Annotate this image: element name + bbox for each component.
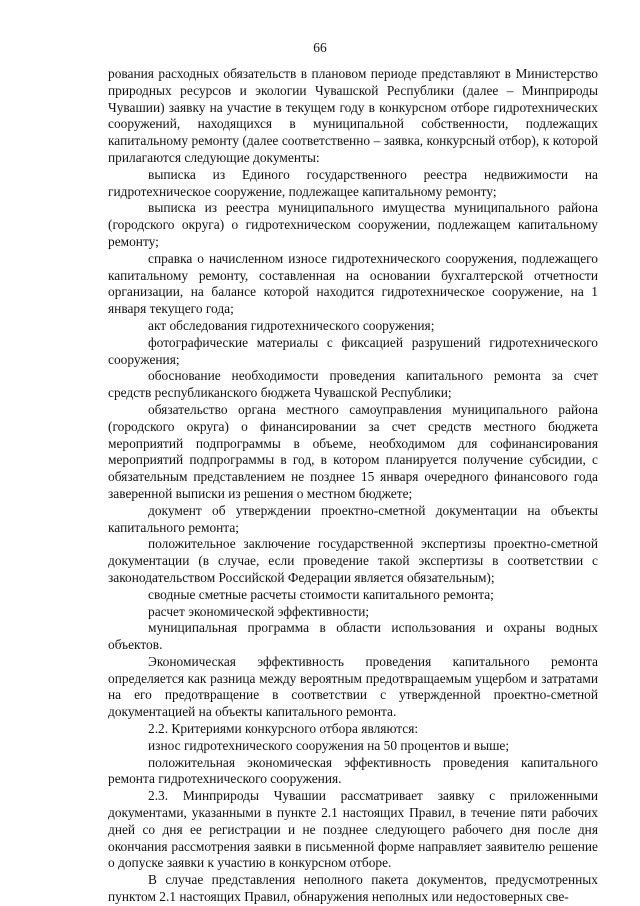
paragraph: рования расходных обязательств в плановом периоде представляют в Министерство природных ресурсов и экологии Чувашской Республики (далее – Минприроды Чувашии) заявку на участие в текущем году в конкурсном отборе гидротехнических сооружений, находящихся в муниципальной собственности, подлежащих капитальному ремонту (далее соответственно – заявка, конкурсный отбор), к которой прилагаются следующие документы: <box>108 66 598 165</box>
paragraph: обязательство органа местного самоуправления муниципального района (городского округа) о финансировании за счет средств местного бюджета мероприятий подпрограммы в объеме, необходимом для софинансирования мероприятий подпрограммы в год, в котором планируется получение субсидии, с обязательным представлением не позднее 15 января очередного финансового года заверенной выписки из решения о местном бюджете; <box>108 401 598 501</box>
paragraph: В случае представления неполного пакета документов, предусмотренных пунктом 2.1 настоящих Правил, обнаружения неполных или недостоверных све- <box>108 872 598 905</box>
paragraph: обоснование необходимости проведения капитального ремонта за счет средств республиканского бюджета Чувашской Республики; <box>108 368 598 401</box>
paragraph: документ об утверждении проектно-сметной документации на объекты капитального ремонта; <box>108 502 598 535</box>
paragraph: выписка из Единого государственного реестра недвижимости на гидротехническое сооружение, подлежащее капитальному ремонту; <box>108 166 598 199</box>
body-text <box>108 66 598 906</box>
paragraph: положительное заключение государственной экспертизы проектно-сметной документации (в случае, если проведение такой экспертизы в соответствии с законодательством Российской Федерации является обязательным); <box>108 536 598 585</box>
paragraph: сводные сметные расчеты стоимости капитального ремонта; <box>148 586 494 602</box>
paragraph: Экономическая эффективность проведения капитального ремонта определяется как разница между вероятным предотвращаемым ущербом и затратами на его предотвращение в соответствии с утвержденной проектно-сметной документацией на объекты капитального ремонта. <box>108 653 598 720</box>
page-number: 66 <box>313 40 327 55</box>
paragraph: акт обследования гидротехнического сооружения; <box>148 317 435 333</box>
paragraph: муниципальная программа в области использования и охраны водных объектов. <box>108 620 598 653</box>
paragraph: 2.2. Критериями конкурсного отбора являются: <box>148 721 419 737</box>
paragraph: фотографические материалы с фиксацией разрушений гидротехнического сооружения; <box>108 334 598 367</box>
paragraph: расчет экономической эффективности; <box>148 603 370 619</box>
paragraph: 2.3. Минприроды Чувашии рассматривает заявку с приложенными документами, указанными в пункте 2.1 настоящих Правил, в течение пяти рабочих дней со дня ее регистрации и не позднее следующего рабочего дня после дня окончания рассмотрения заявки в письменной форме направляет заявителю решение о допуске заявки к участию в конкурсном отборе. <box>108 788 598 871</box>
paragraph: выписка из реестра муниципального имущества муниципального района (городского округа) о гидротехническом сооружении, подлежащем капитальному ремонту; <box>108 200 598 249</box>
paragraph: износ гидротехнического сооружения на 50 процентов и выше; <box>148 737 510 753</box>
paragraph: справка о начисленном износе гидротехнического сооружения, подлежащего капитальному ремонту, составленная на основании бухгалтерской отчетности организации, на балансе которой находится гидротехническое сооружение, на 1 января текущего года; <box>108 250 598 317</box>
paragraph: положительная экономическая эффективность проведения капитального ремонта гидротехнического сооружения. <box>108 754 598 787</box>
